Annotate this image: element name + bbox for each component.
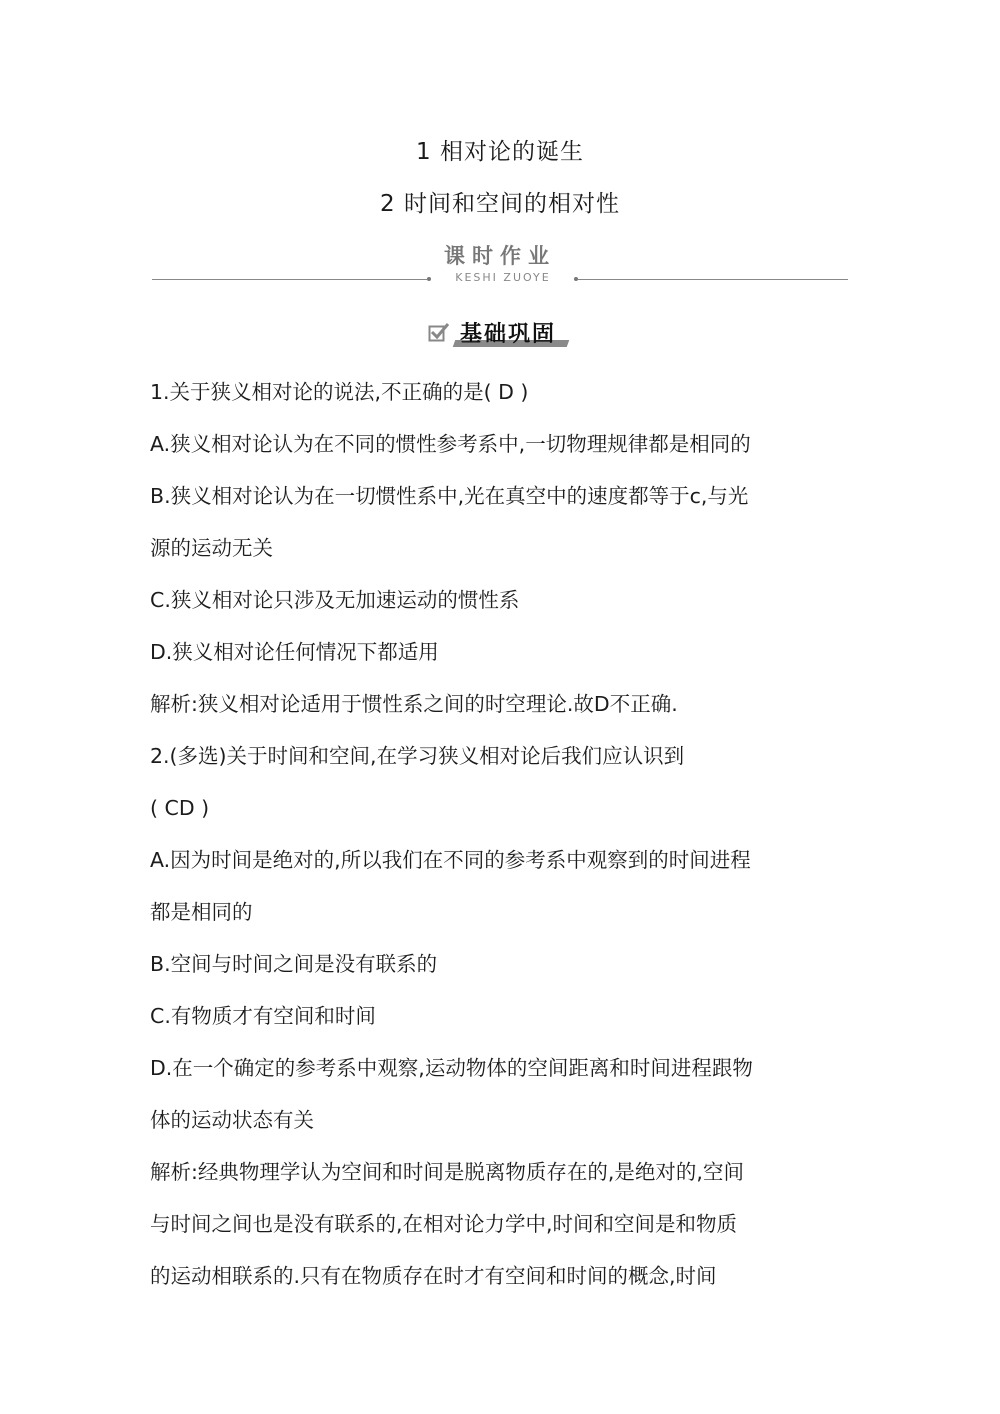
- question-2-option-d: D.在一个确定的参考系中观察,运动物体的空间距离和时间进程跟物: [150, 1056, 753, 1080]
- banner-dot-left-icon: [427, 277, 431, 281]
- lesson-title-2: 2 时间和空间的相对性: [380, 191, 620, 217]
- question-1-option-c: C.狭义相对论只涉及无加速运动的惯性系: [150, 588, 520, 612]
- question-2-option-a: A.因为时间是绝对的,所以我们在不同的参考系中观察到的时间进程: [150, 848, 751, 872]
- subsection-header: [428, 315, 560, 349]
- question-2-option-b: B.空间与时间之间是没有联系的: [150, 952, 438, 976]
- question-1-option-b: B.狭义相对论认为在一切惯性系中,光在真空中的速度都等于c,与光: [150, 484, 749, 508]
- banner-divider-right: [578, 279, 848, 280]
- question-2-answer: ( CD ): [150, 796, 210, 820]
- question-2-analysis-cont-2: 的运动相联系的.只有在物质存在时才有空间和时间的概念,时间: [150, 1264, 717, 1288]
- section-banner: [150, 240, 850, 290]
- banner-title: 课时作业: [444, 244, 556, 268]
- question-1-analysis: 解析:狭义相对论适用于惯性系之间的时空理论.故D不正确.: [150, 692, 678, 716]
- question-2-option-a-cont: 都是相同的: [150, 900, 253, 924]
- question-2-stem: 2.(多选)关于时间和空间,在学习狭义相对论后我们应认识到: [150, 744, 685, 768]
- banner-subtitle: KESHI ZUOYE: [455, 271, 551, 284]
- subsection-title: 基础巩固: [456, 317, 560, 348]
- lesson-title-1: 1 相对论的诞生: [416, 139, 584, 165]
- question-1-option-a: A.狭义相对论认为在不同的惯性参考系中,一切物理规律都是相同的: [150, 432, 751, 456]
- question-2-analysis-cont-1: 与时间之间也是没有联系的,在相对论力学中,时间和空间是和物质: [150, 1212, 738, 1236]
- checkbox-checked-icon: [428, 321, 450, 343]
- question-2-option-d-cont: 体的运动状态有关: [150, 1108, 314, 1132]
- question-1-option-d: D.狭义相对论任何情况下都适用: [150, 640, 439, 664]
- question-content: [150, 366, 850, 1302]
- question-1-option-b-cont: 源的运动无关: [150, 536, 273, 560]
- question-2-option-c: C.有物质才有空间和时间: [150, 1004, 376, 1028]
- banner-divider-left: [152, 279, 427, 280]
- question-1-stem: 1.关于狭义相对论的说法,不正确的是( D ): [150, 380, 529, 404]
- question-2-analysis: 解析:经典物理学认为空间和时间是脱离物质存在的,是绝对的,空间: [150, 1160, 744, 1184]
